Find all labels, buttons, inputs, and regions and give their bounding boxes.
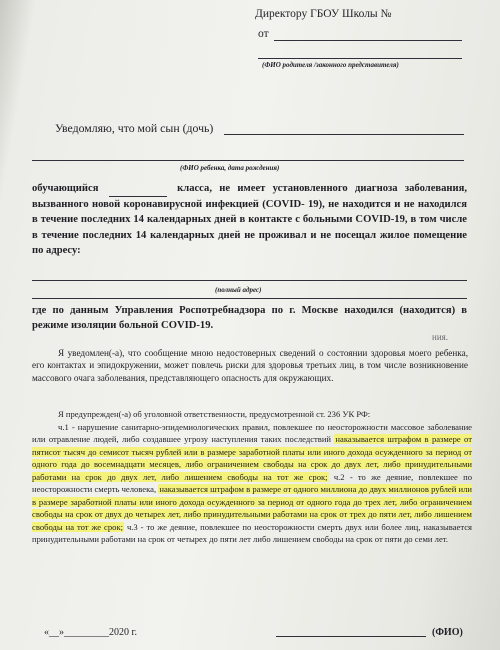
from-field-line[interactable] <box>274 40 462 41</box>
informed-paragraph: Я уведомлен(-а), что сообщение мною недостоверных сведений о состоянии здоровья моего ребенка, его контактах и эпидокружении, может повлечь риски для здоровья третьих лиц, в том числе возникновение массового очага заболевания, представляющего опасность для окружающих. <box>32 348 468 383</box>
address-line-2[interactable] <box>32 298 467 299</box>
date-field[interactable]: «__»_________2020 г. <box>44 627 137 638</box>
criminal-liability-section <box>32 408 472 546</box>
part1-text: ч.1 - нарушение санитарно-эпидемиологических правил, повлекшее по неосторожности массовое заболевание или отравление людей, либо создавшее угрозу наступления таких последствий <box>32 421 472 444</box>
part1-highlight: наказывается штрафом в размере от пятисот тысяч до семисот тысяч рублей или в размере заработной платы или иного дохода осужденного за период от одного года до восемнадцати месяцев, либо ограничением свободы на срок до двух лет, либо принудительными работами на срок до двух лет, либо лишением свободы на тот же срок; <box>32 434 473 482</box>
notice-body <box>32 181 467 258</box>
addressee-heading: Директору ГБОУ Школы № <box>255 8 392 20</box>
address-caption: (полный адрес) <box>215 286 262 294</box>
warning-lead: Я предупрежден(-а) об уголовной ответственности, предусмотренной ст. 236 УК РФ: <box>58 409 371 419</box>
signature-line[interactable] <box>276 636 426 637</box>
part3-text: ч.3 - то же деяние, повлекшее по неосторожности смерть двух или более лиц, наказывается принудительными работами на срок от четырех до пяти лет либо лишением свободы на срок от пяти до семи лет. <box>32 521 472 544</box>
notice-body-text: класса, не имеет установленного диагноза заболевания, вызванного новой коронавирусной инфекцией (COVID- 19), не находится и не находился в течение последних 14 календарных дней в контакте с больными COVID-19, в том числе в течение последних 14 календарных дней не проживал и не посещал жилое помещение по адресу: <box>32 183 468 256</box>
address-line[interactable] <box>32 280 467 281</box>
signature-caption: (ФИО) <box>432 627 463 638</box>
notice-intro: Уведомляю, что мой сын (дочь) <box>55 121 214 135</box>
parent-caption: (ФИО родителя /законного представителя) <box>262 61 399 69</box>
from-label: от <box>258 28 269 40</box>
part2-highlight: наказывается штрафом в размере от одного миллиона до двух миллионов рублей или в размере заработной платы или иного дохода осужденного за период от одного года до трех лет, либо ограничением свободы на срок от двух до четырех лет, либо принудительными работами на срок от трех до пяти лет, либо лишением свободы на тот же срок; <box>32 484 472 532</box>
grade-field[interactable] <box>109 181 167 197</box>
part2-text: ч.2 - то же деяние, повлекшее по неосторожности смерть человека, <box>32 471 472 494</box>
child-dob-line[interactable] <box>32 160 464 161</box>
parent-name-line[interactable] <box>258 58 462 59</box>
isolation-text: где по данным Управления Роспотребнадзора по г. Москве находился (находится) в режиме изоляции больной COVID-19. <box>32 305 467 332</box>
article-part1 <box>32 421 472 546</box>
child-name-line[interactable] <box>224 134 464 135</box>
margin-note: ния. <box>432 332 449 342</box>
student-word: обучающийся <box>32 183 99 194</box>
child-caption: (ФИО ребенка, дата рождения) <box>180 164 280 172</box>
